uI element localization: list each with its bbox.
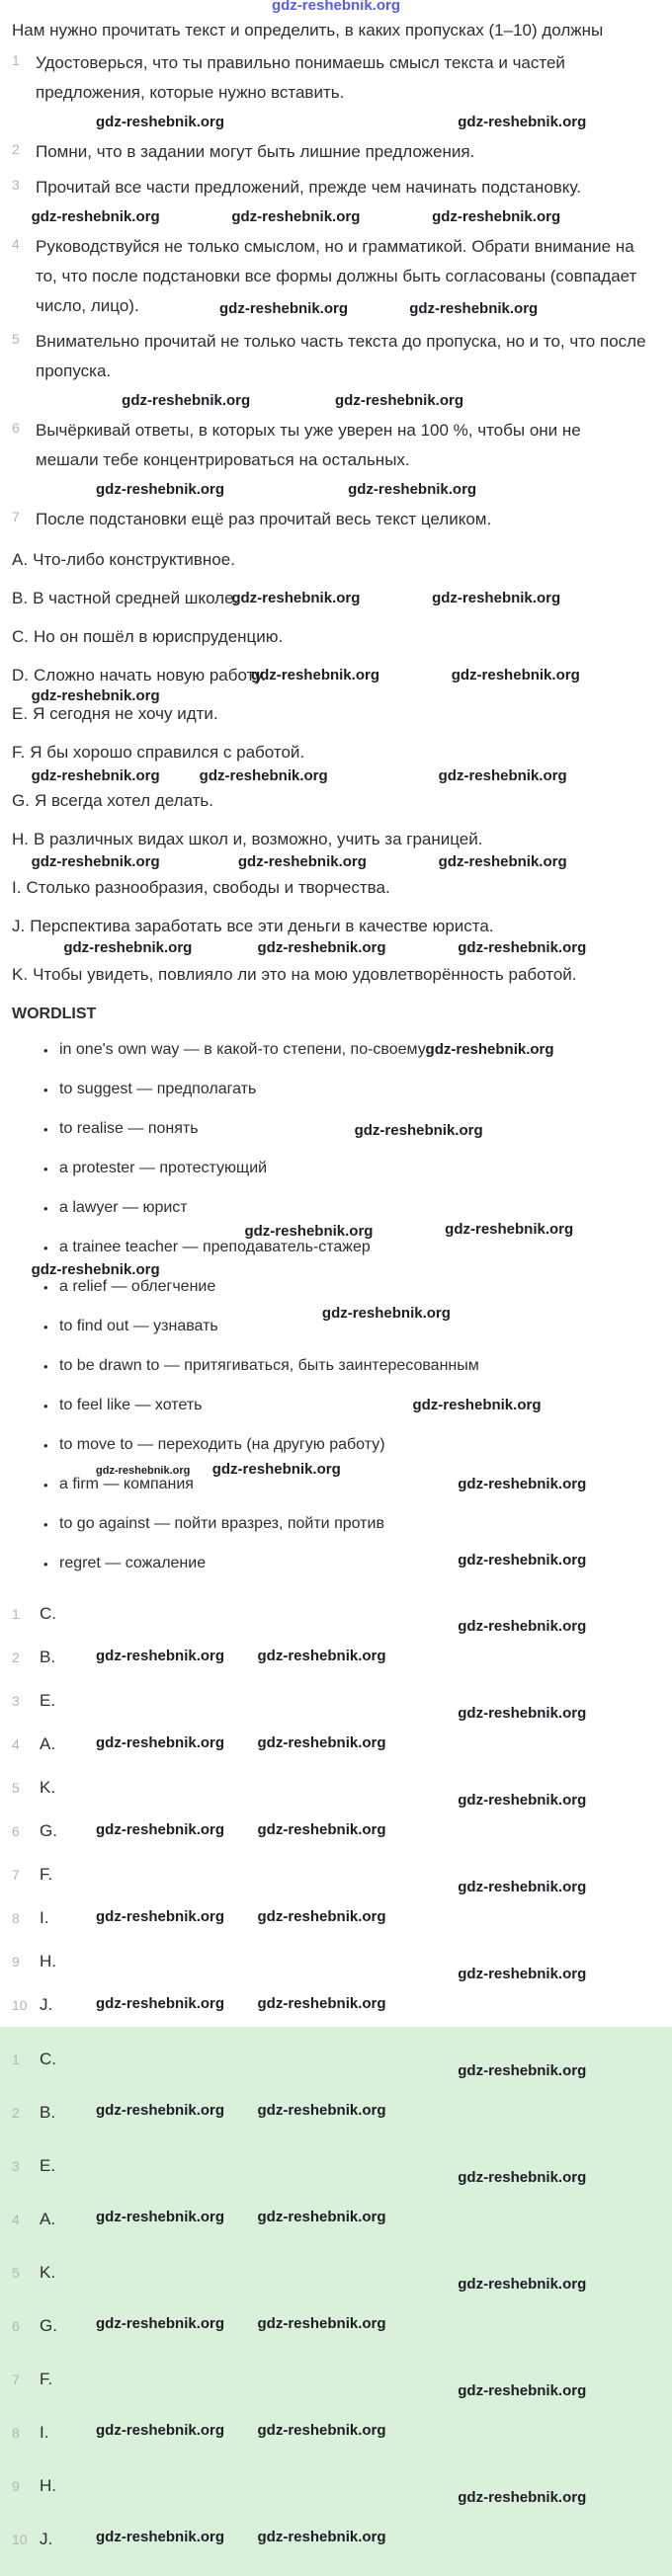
tip-text (36, 232, 648, 321)
tip-item (12, 416, 658, 475)
wordlist-text: a lawyer — юрист (59, 1199, 188, 1216)
watermark-text: gdz-reshebnik.org (257, 1908, 386, 1925)
watermark-text: gdz-reshebnik.org (458, 1966, 587, 1982)
answer-row (12, 1592, 658, 1636)
watermark-row (12, 114, 658, 137)
watermark-text: gdz-reshebnik.org (438, 767, 567, 784)
watermark-text: gdz-reshebnik.org (458, 2382, 587, 2399)
tip-text: Руководствуйся не только смыслом, но и грамматикой. Обрати внимание на то, что после подстановки все формы должны быть согласованы (совпадает число, лицо). (36, 237, 637, 315)
watermark-text: gdz-reshebnik.org (96, 481, 225, 498)
watermark-row (12, 208, 658, 232)
option-text: Столько разнообразия, свободы и творчества. (26, 878, 390, 897)
watermark-text: gdz-reshebnik.org (409, 300, 539, 317)
watermark-text: gdz-reshebnik.org (96, 1648, 225, 1664)
answer-number: 10 (12, 2532, 28, 2547)
answer-row (12, 2353, 658, 2406)
watermark-text: gdz-reshebnik.org (96, 1908, 225, 1925)
answer-number: 7 (12, 1867, 20, 1883)
tip-item (12, 327, 658, 386)
answer-letter: F. (40, 2370, 53, 2388)
bullet-icon: • (43, 1241, 48, 1255)
answer-number: 9 (12, 2478, 20, 2494)
option-text: Перспектива заработать все эти деньги в качестве юриста. (30, 917, 494, 935)
bullet-icon: • (43, 1122, 48, 1137)
tip-number: 1 (12, 52, 20, 68)
watermark-text: gdz-reshebnik.org (96, 1734, 225, 1751)
answer-number: 3 (12, 1693, 20, 1709)
watermark-text: gdz-reshebnik.org (321, 1305, 451, 1322)
wordlist-item (12, 1355, 658, 1395)
answer-letter: H. (40, 1952, 56, 1971)
answer-letter: E. (40, 1691, 56, 1710)
watermark-text: gdz-reshebnik.org (96, 2102, 225, 2119)
watermark-text: gdz-reshebnik.org (354, 1122, 483, 1139)
watermark-text: gdz-reshebnik.org (96, 1821, 225, 1838)
watermark-text: gdz-reshebnik.org (458, 1476, 587, 1492)
answer-number: 1 (12, 2052, 20, 2067)
answer-letter: B. (40, 2103, 56, 2122)
answer-letter: G. (40, 1821, 57, 1840)
answer-letter: A. (40, 2210, 56, 2228)
watermark-row (12, 481, 658, 505)
answer-row (12, 1983, 658, 2027)
watermark-text: gdz-reshebnik.org (458, 1705, 587, 1722)
watermark-text: gdz-reshebnik.org (257, 939, 386, 956)
answer-letter: K. (40, 2263, 56, 2282)
watermark-text: gdz-reshebnik.org (96, 2315, 225, 2332)
watermark-text: gdz-reshebnik.org (31, 208, 160, 225)
bullet-icon: • (43, 1280, 48, 1295)
bullet-icon: • (43, 1359, 48, 1374)
answer-row (12, 1636, 658, 1679)
option-item (12, 733, 658, 771)
answer-letter: J. (40, 1995, 53, 2014)
wordlist-text: to move to — переходить (на другую работу) (59, 1436, 385, 1453)
answer-row (12, 1940, 658, 1983)
answer-letter: F. (40, 1865, 53, 1884)
tip-text: Прочитай все части предложений, прежде чем начинать подстановку. (36, 178, 581, 197)
answer-row (12, 1679, 658, 1723)
answer-letter: E. (40, 2156, 56, 2175)
watermark-text: gdz-reshebnik.org (458, 2276, 587, 2293)
watermark-text: gdz-reshebnik.org (451, 667, 580, 684)
answer-letter: H. (40, 2476, 56, 2495)
option-text: Что-либо конструктивное. (33, 550, 235, 569)
option-item (12, 617, 658, 656)
watermark-text: gdz-reshebnik.org (445, 1221, 574, 1238)
watermark-text: gdz-reshebnik.org (432, 590, 561, 606)
answer-number: 2 (12, 2105, 20, 2121)
wordlist-item (12, 1197, 658, 1240)
answer-number: 10 (12, 1997, 28, 2013)
watermark-text: gdz-reshebnik.org (271, 0, 400, 14)
tip-item (12, 232, 658, 321)
watermark-text: gdz-reshebnik.org (257, 1995, 386, 2012)
watermark-text: gdz-reshebnik.org (31, 687, 160, 704)
wordlist-item (12, 1158, 658, 1197)
watermark-text: gdz-reshebnik.org (257, 2315, 386, 2332)
answer-row (12, 1853, 658, 1896)
wordlist-item (12, 1395, 658, 1434)
bullet-icon: • (43, 1478, 48, 1492)
bullet-icon: • (43, 1438, 48, 1453)
watermark-text: gdz-reshebnik.org (438, 853, 567, 870)
tip-number: 2 (12, 141, 20, 157)
watermark-text: gdz-reshebnik.org (250, 667, 379, 684)
wordlist (12, 1039, 658, 1592)
watermark-row (12, 392, 658, 416)
watermark-text: gdz-reshebnik.org (257, 1821, 386, 1838)
tip-item (12, 48, 658, 108)
option-label: A. (12, 550, 29, 569)
answer-number: 4 (12, 1736, 20, 1752)
tip-text: После подстановки ещё раз прочитай весь текст целиком. (36, 510, 492, 528)
wordlist-text: a firm — компания (59, 1476, 194, 1492)
tip-text: Внимательно прочитай не только часть текста до пропуска, но и то, что после пропуска. (36, 332, 646, 380)
wordlist-text: to be drawn to — притягиваться, быть заинтересованным (59, 1357, 479, 1374)
option-item (12, 694, 658, 733)
wordlist-text: regret — сожаление (59, 1555, 207, 1571)
watermark-text: gdz-reshebnik.org (122, 392, 251, 409)
watermark-text: gdz-reshebnik.org (458, 114, 587, 130)
option-label: G. (12, 791, 30, 810)
option-text: Но он пошёл в юриспруденцию. (34, 627, 284, 646)
answer-letter: B. (40, 1648, 56, 1666)
watermark-text: gdz-reshebnik.org (412, 1397, 542, 1413)
answer-row (12, 2299, 658, 2353)
tip-item (12, 505, 658, 534)
tip-item (12, 137, 658, 167)
bullet-icon: • (43, 1201, 48, 1216)
tip-text: Помни, что в задании могут быть лишние предложения. (36, 142, 475, 161)
answer-number: 6 (12, 2318, 20, 2334)
wordlist-text: to find out — узнавать (59, 1318, 218, 1334)
answer-row (12, 2459, 658, 2513)
watermark-text: gdz-reshebnik.org (237, 853, 367, 870)
watermark-text: gdz-reshebnik.org (199, 767, 328, 784)
option-text: В различных видах школ и, возможно, учить за границей. (34, 830, 483, 848)
watermark-text: gdz-reshebnik.org (96, 1995, 225, 2012)
answer-letter: I. (40, 1908, 49, 1927)
answer-letter: I. (40, 2423, 49, 2442)
option-text: Я всегда хотел делать. (34, 791, 213, 810)
watermark-text: gdz-reshebnik.org (31, 853, 160, 870)
option-label: F. (12, 743, 26, 762)
bullet-icon: • (43, 1399, 48, 1413)
wordlist-text: a protester — протестующий (59, 1160, 268, 1176)
watermark-text: gdz-reshebnik.org (63, 939, 193, 956)
answer-number: 7 (12, 2372, 20, 2387)
option-label: D. (12, 666, 29, 684)
wordlist-item (12, 1079, 658, 1118)
answer-row (12, 2193, 658, 2246)
answer-row (12, 2246, 658, 2299)
answers-highlighted-section (0, 2027, 672, 2576)
answer-number: 4 (12, 2212, 20, 2227)
watermark-text: gdz-reshebnik.org (231, 590, 361, 606)
wordlist-item (12, 1513, 658, 1553)
answer-row (12, 2033, 658, 2086)
option-label: K. (12, 965, 29, 984)
watermark-text: gdz-reshebnik.org (257, 1648, 386, 1664)
answer-row (12, 2086, 658, 2139)
watermark-text: gdz-reshebnik.org (96, 2209, 225, 2225)
wordlist-text: to go against — пойти вразрез, пойти против (59, 1515, 384, 1532)
answer-number: 9 (12, 1954, 20, 1970)
watermark-text: gdz-reshebnik.org (335, 392, 464, 409)
option-text: Я бы хорошо справился с работой. (30, 743, 305, 762)
tip-number: 6 (12, 420, 20, 436)
watermark-text: gdz-reshebnik.org (257, 2102, 386, 2119)
wordlist-text: to feel like — хотеть (59, 1397, 203, 1413)
answer-letter: A. (40, 1734, 56, 1753)
option-label: B. (12, 589, 29, 607)
bullet-icon: • (43, 1043, 48, 1058)
watermark-text: gdz-reshebnik.org (31, 1261, 160, 1278)
wordlist-text: a trainee teacher — преподаватель-стажер (59, 1239, 371, 1255)
answer-row (12, 1766, 658, 1810)
answer-row (12, 1896, 658, 1940)
wordlist-item (12, 1276, 658, 1322)
option-text: Я сегодня не хочу идти. (33, 704, 218, 723)
option-text: Чтобы увидеть, повлияло ли это на мою удовлетворённость работой. (33, 965, 577, 984)
wordlist-text: to suggest — предполагать (59, 1081, 257, 1097)
watermark-text: gdz-reshebnik.org (348, 481, 477, 498)
watermark-text: gdz-reshebnik.org (257, 2209, 386, 2225)
tip-number: 3 (12, 177, 20, 193)
watermark-row (12, 939, 658, 956)
top-watermark-row (0, 0, 672, 17)
answer-number: 8 (12, 2425, 20, 2441)
intro-text: Нам нужно прочитать текст и определить, в каких пропусках (1–10) должны (12, 21, 604, 40)
option-label: E. (12, 704, 29, 723)
bullet-icon: • (43, 1320, 48, 1334)
bullet-icon: • (43, 1557, 48, 1571)
option-text: Сложно начать новую работу. (34, 666, 267, 684)
option-label: J. (12, 917, 26, 935)
answer-number: 3 (12, 2158, 20, 2174)
tip-item (12, 173, 658, 202)
watermark-text: gdz-reshebnik.org (96, 114, 225, 130)
answer-number: 2 (12, 1650, 20, 1665)
watermark-text: gdz-reshebnik.org (458, 1618, 587, 1635)
watermark-text: gdz-reshebnik.org (458, 1879, 587, 1895)
answer-letter: G. (40, 2316, 57, 2335)
wordlist-text: in one's own way — в какой-то степени, по-своему (59, 1041, 426, 1058)
watermark-text: gdz-reshebnik.org (257, 2529, 386, 2545)
answer-number: 1 (12, 1606, 20, 1622)
answer-number: 5 (12, 1780, 20, 1796)
option-label: H. (12, 830, 29, 848)
option-label: C. (12, 627, 29, 646)
wordlist-item (12, 1316, 658, 1355)
wordlist-item (12, 1474, 658, 1513)
option-label: I. (12, 878, 22, 897)
wordlist-item (12, 1553, 658, 1592)
watermark-text: gdz-reshebnik.org (432, 208, 561, 225)
watermark-row (12, 853, 658, 870)
watermark-text: gdz-reshebnik.org (96, 2422, 225, 2439)
answer-row (12, 2513, 658, 2566)
answer-number: 5 (12, 2265, 20, 2281)
wordlist-title: WORDLIST (12, 1006, 97, 1022)
option-item (12, 540, 658, 579)
wordlist-item (12, 1118, 658, 1158)
option-item (12, 955, 658, 994)
watermark-text: gdz-reshebnik.org (31, 767, 160, 784)
watermark-text: gdz-reshebnik.org (458, 2169, 587, 2186)
watermark-text: gdz-reshebnik.org (458, 2062, 587, 2079)
bullet-icon: • (43, 1517, 48, 1532)
answer-letter: K. (40, 1778, 56, 1797)
option-item (12, 579, 658, 617)
answer-row (12, 1723, 658, 1766)
watermark-text: gdz-reshebnik.org (458, 2489, 587, 2506)
watermark-row (12, 767, 658, 784)
watermark-text: gdz-reshebnik.org (425, 1041, 554, 1058)
watermark-text: gdz-reshebnik.org (458, 1552, 587, 1569)
tip-text: Вычёркивай ответы, в которых ты уже уверен на 100 %, чтобы они не мешали тебе концентрироваться на остальных. (36, 421, 581, 469)
bullet-icon: • (43, 1083, 48, 1097)
watermark-text: gdz-reshebnik.org (257, 1734, 386, 1751)
watermark-text: gdz-reshebnik.org (458, 939, 587, 956)
answer-letter: C. (40, 2050, 56, 2068)
wordlist-text: a relief — облегчение (59, 1278, 216, 1295)
tip-number: 7 (12, 509, 20, 524)
watermark-text: gdz-reshebnik.org (96, 2529, 225, 2545)
tip-text: Удостоверься, что ты правильно понимаешь смысл текста и частей предложения, которые нужно вставить. (36, 53, 565, 102)
wordlist-item (12, 1434, 658, 1478)
answer-letter: J. (40, 2530, 53, 2548)
option-item (12, 781, 658, 820)
watermark-text: gdz-reshebnik.org (231, 208, 361, 225)
answers-section (12, 1592, 658, 2027)
watermark-text: gdz-reshebnik.org (96, 1465, 191, 1477)
wordlist-text: to realise — понять (59, 1120, 199, 1137)
bullet-icon: • (43, 1162, 48, 1176)
options-list (12, 540, 658, 994)
answer-letter: C. (40, 1604, 56, 1623)
answer-row (12, 1810, 658, 1853)
watermark-text: gdz-reshebnik.org (219, 300, 349, 317)
watermark-text: gdz-reshebnik.org (458, 1792, 587, 1809)
tip-number: 4 (12, 236, 20, 252)
tip-number: 5 (12, 331, 20, 347)
watermark-text: gdz-reshebnik.org (211, 1461, 341, 1478)
wordlist-item (12, 1237, 658, 1276)
watermark-text: gdz-reshebnik.org (257, 2422, 386, 2439)
option-text: В частной средней школе. (33, 589, 239, 607)
wordlist-item (12, 1039, 658, 1079)
watermark-text: gdz-reshebnik.org (244, 1223, 374, 1240)
answer-number: 8 (12, 1910, 20, 1926)
answer-row (12, 2139, 658, 2193)
option-item (12, 868, 658, 907)
option-item (12, 656, 658, 704)
answer-number: 6 (12, 1823, 20, 1839)
answer-row (12, 2406, 658, 2459)
